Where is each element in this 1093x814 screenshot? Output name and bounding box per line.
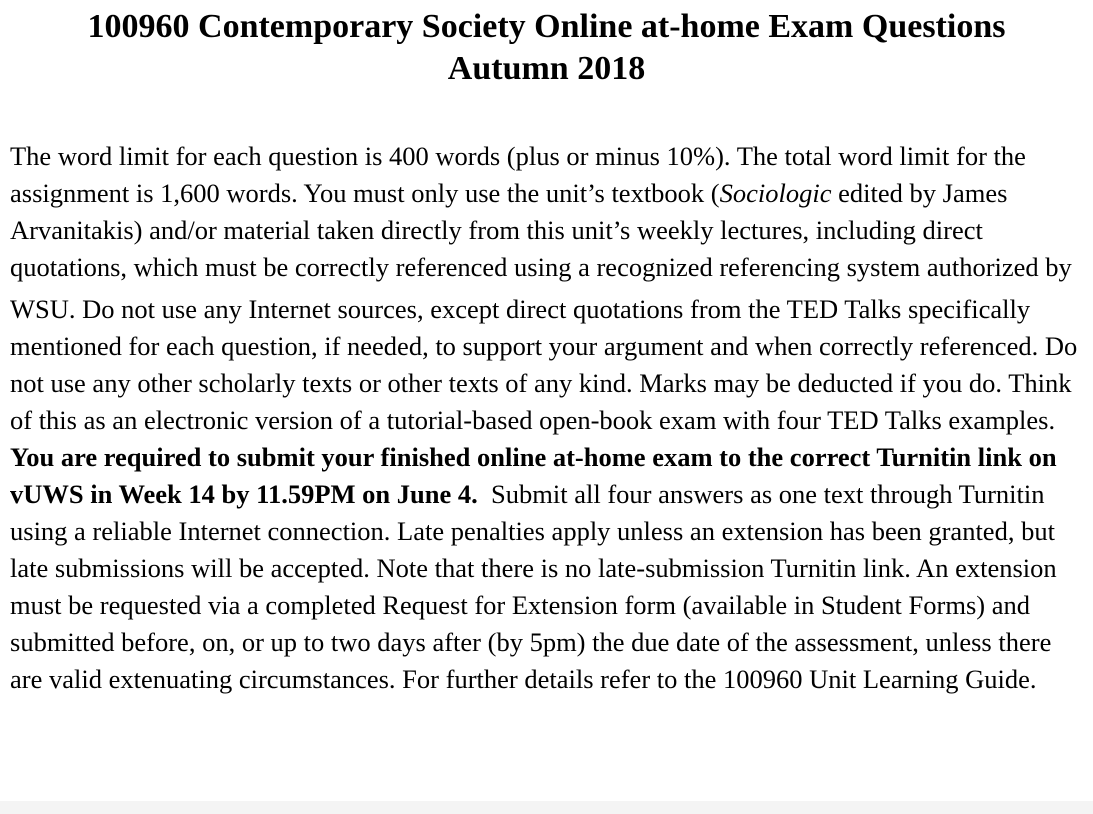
paragraph-text-3: authorized by WSU. Do not use any Internet sources, except direct quotations from the TED Talks specifically mentioned for each question, if needed, to support your argument and when correctly referenced. Do not use any other scholarly texts or other texts of any kind. Marks may be deducted if you do. Think of this as an electronic version of a tutorial-based open-book exam with four TED Talks examples. (10, 252, 1078, 435)
textbook-title: Sociologic (719, 178, 832, 208)
paragraph-text-1: The word limit for each question is 400 words (plus or minus 10%). The total word limit for the assignment is 1,600 words. You must only use the unit’s textbook ( (10, 141, 1026, 208)
document-title (0, 6, 1093, 90)
submission-deadline: You are required to submit your finished online at-home exam to the correct Turnitin link on vUWS in Week 14 by 11.59PM on June 4. (10, 442, 1057, 509)
page-bottom-edge (0, 801, 1093, 814)
instructions-paragraph[interactable] (10, 138, 1085, 698)
title-line-2: Autumn 2018 (447, 50, 646, 87)
paragraph-text-2: edited by James Arvanitakis) and/or material taken directly from this unit’s weekly lectures, including direct quotations, which must be correctly referenced using a recognized referencing system (10, 178, 1008, 282)
title-line-1: 100960 Contemporary Society Online at-home Exam Questions (87, 8, 1006, 45)
paragraph-text-4: Submit all four answers as one text through Turnitin using a reliable Internet connection. Late penalties apply unless an extension has been granted, but late submissions will be accepted. Note that there is no late-submission Turnitin link. An extension must be requested via a completed Request for Extension form (available in Student Forms) and submitted before, on, or up to two days after (by 5pm) the due date of the assessment, unless there are valid extenuating circumstances. For further details refer to the 100960 Unit Learning Guide. (10, 479, 1064, 694)
